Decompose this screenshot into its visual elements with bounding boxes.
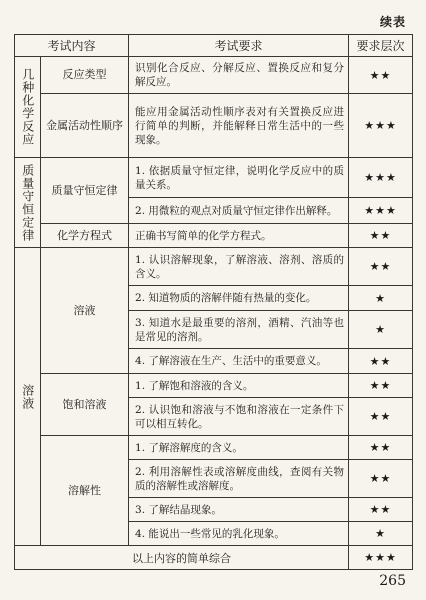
col-header-content: 考试内容 xyxy=(15,35,129,57)
table-row xyxy=(15,158,413,198)
level-cell: ★★ xyxy=(349,374,413,398)
summary-row xyxy=(15,546,413,570)
table-row xyxy=(15,224,413,248)
level-cell: ★★ xyxy=(349,498,413,522)
requirement-cell: 识别化合反应、分解反应、置换反应和复分解反应。 xyxy=(129,57,349,94)
topic-cell: 金属活动性顺序 xyxy=(41,94,129,158)
level-cell: ★★ xyxy=(349,57,413,94)
level-cell: ★★ xyxy=(349,436,413,460)
requirement-cell: 2. 利用溶解性表或溶解度曲线，查阅有关物质的溶解性或溶解度。 xyxy=(129,460,349,498)
col-header-requirements: 考试要求 xyxy=(129,35,349,57)
level-cell: ★ xyxy=(349,311,413,349)
table-row xyxy=(15,57,413,94)
requirement-cell: 1. 了解饱和溶液的含义。 xyxy=(129,374,349,398)
summary-level: ★★★ xyxy=(349,546,413,570)
requirement-cell: 2. 用微粒的观点对质量守恒定律作出解释。 xyxy=(129,198,349,224)
requirement-cell: 1. 依据质量守恒定律，说明化学反应中的质量关系。 xyxy=(129,158,349,198)
section-label: 质量守恒定律 xyxy=(20,163,35,242)
level-cell: ★ xyxy=(349,286,413,311)
requirement-cell: 4. 了解溶液在生产、生活中的重要意义。 xyxy=(129,349,349,374)
section-cell xyxy=(15,57,41,158)
requirement-cell: 1. 了解溶解度的含义。 xyxy=(129,436,349,460)
topic-cell: 溶液 xyxy=(41,248,129,374)
section-label: 溶液 xyxy=(20,383,35,410)
requirement-cell: 能应用金属活动性顺序表对有关置换反应进行简单的判断，并能解释日常生活中的一些现象。 xyxy=(129,94,349,158)
level-cell: ★ xyxy=(349,522,413,546)
requirement-cell: 1. 认识溶解现象，了解溶液、溶剂、溶质的含义。 xyxy=(129,248,349,286)
col-header-level: 要求层次 xyxy=(349,35,413,57)
topic-cell: 质量守恒定律 xyxy=(41,158,129,224)
level-cell: ★★★ xyxy=(349,158,413,198)
requirement-cell: 3. 了解结晶现象。 xyxy=(129,498,349,522)
page-number: 265 xyxy=(379,573,406,589)
table-header-row xyxy=(15,35,413,57)
topic-cell: 反应类型 xyxy=(41,57,129,94)
requirement-cell: 3. 知道水是最重要的溶剂，酒精、汽油等也是常见的溶剂。 xyxy=(129,311,349,349)
summary-text: 以上内容的简单综合 xyxy=(15,546,349,570)
level-cell: ★★★ xyxy=(349,198,413,224)
topic-cell: 饱和溶液 xyxy=(41,374,129,436)
level-cell: ★★ xyxy=(349,398,413,436)
section-cell xyxy=(15,248,41,546)
level-cell: ★★ xyxy=(349,224,413,248)
exam-requirements-table xyxy=(14,34,413,570)
topic-cell: 溶解性 xyxy=(41,436,129,546)
requirement-cell: 2. 认识饱和溶液与不饱和溶液在一定条件下可以相互转化。 xyxy=(129,398,349,436)
level-cell: ★★★ xyxy=(349,94,413,158)
level-cell: ★★ xyxy=(349,460,413,498)
section-label: 几种化学反应 xyxy=(20,68,35,146)
requirement-cell: 2. 知道物质的溶解伴随有热量的变化。 xyxy=(129,286,349,311)
requirement-cell: 正确书写简单的化学方程式。 xyxy=(129,224,349,248)
level-cell: ★★ xyxy=(349,248,413,286)
table-row xyxy=(15,374,413,398)
table-row xyxy=(15,94,413,158)
topic-cell: 化学方程式 xyxy=(41,224,129,248)
section-cell xyxy=(15,158,41,248)
level-cell: ★★ xyxy=(349,349,413,374)
table-row xyxy=(15,248,413,286)
table-row xyxy=(15,436,413,460)
continued-label: 续表 xyxy=(379,15,406,29)
requirement-cell: 4. 能说出一些常见的乳化现象。 xyxy=(129,522,349,546)
